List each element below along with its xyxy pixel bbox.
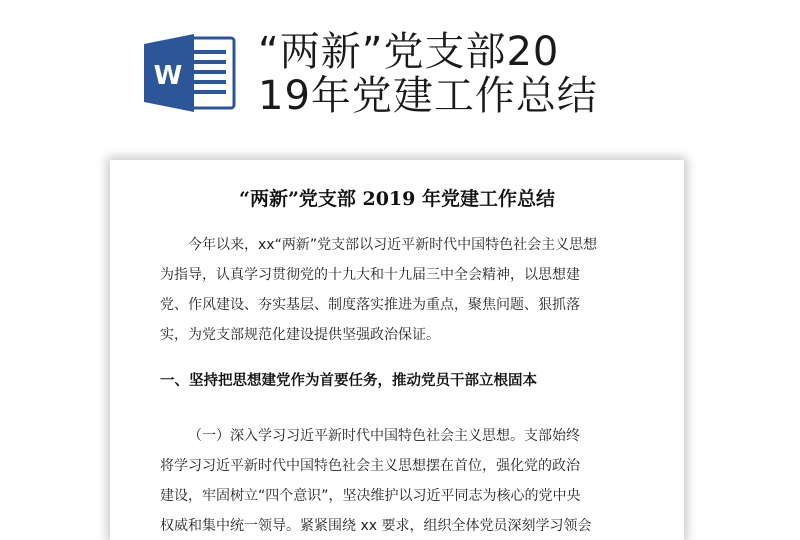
word-doc-icon	[142, 34, 236, 112]
banner-title-line1: “两新”党支部20	[258, 29, 560, 75]
banner	[0, 0, 800, 160]
section-line: 建设，牢固树立“四个意识”，坚决维护以习近平同志为核心的党中央	[160, 488, 581, 504]
section-line: 权威和集中统一领导。紧紧围绕 xx 要求，组织全体党员深刻学习领会	[160, 518, 592, 534]
document-title: “两新”党支部 2019 年党建工作总结	[239, 188, 555, 210]
intro-line: 党、作风建设、夯实基层、制度落实推进为重点，聚焦问题、狠抓落	[160, 297, 580, 313]
banner-title-line2: 19年党建工作总结	[258, 73, 598, 119]
section-line: （一）深入学习习近平新时代中国特色社会主义思想。支部始终	[188, 428, 580, 444]
banner-title	[258, 30, 688, 118]
intro-line: 实，为党支部规范化建设提供坚强政治保证。	[160, 327, 440, 343]
word-icon-letter: W	[153, 61, 183, 91]
intro-line: 为指导，认真学习贯彻党的十九大和十九届三中全会精神，以思想建	[160, 267, 580, 283]
section-line: 将学习习近平新时代中国特色社会主义思想摆在首位，强化党的政治	[160, 458, 580, 474]
document-page	[110, 160, 684, 540]
intro-paragraph	[160, 230, 636, 350]
section-heading: 一、坚持把思想建党作为首要任务，推动党员干部立根固本	[160, 373, 537, 389]
intro-line: 今年以来，xx“两新”党支部以习近平新时代中国特色社会主义思想	[188, 237, 598, 253]
section-paragraph	[160, 421, 636, 540]
